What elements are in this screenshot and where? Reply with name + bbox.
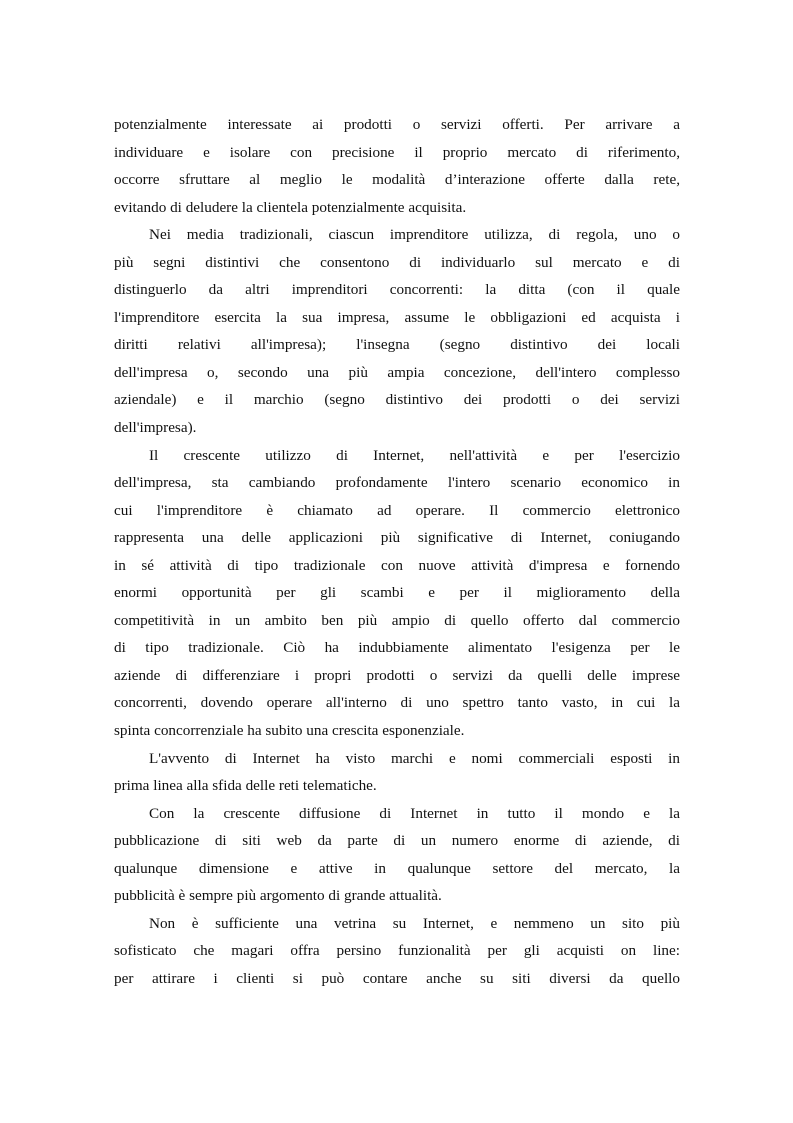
text-line: spinta concorrenziale ha subito una crescita esponenziale.	[114, 722, 465, 740]
text-line: dell'impresa).	[114, 419, 197, 437]
text-line: in sé attività di tipo tradizionale con nuove attività d'impresa e fornendo	[114, 556, 680, 574]
text-line: competitività in un ambito ben più ampio di quello offerto dal commercio	[114, 611, 680, 629]
text-line: dell'impresa, sta cambiando profondamente l'intero scenario economico in	[114, 474, 680, 492]
text-line: Nei media tradizionali, ciascun imprenditore utilizza, di regola, uno o	[149, 226, 680, 244]
text-line: enormi opportunità per gli scambi e per il miglioramento della	[114, 584, 680, 602]
text-line: qualunque dimensione e attive in qualunque settore del mercato, la	[114, 859, 680, 877]
text-line: distinguerlo da altri imprenditori concorrenti: la ditta (con il quale	[114, 281, 680, 299]
body-text	[114, 111, 680, 993]
text-line: Il crescente utilizzo di Internet, nell'attività e per l'esercizio	[149, 446, 680, 464]
text-line: dell'impresa o, secondo una più ampia concezione, dell'intero complesso	[114, 363, 680, 381]
text-line: potenzialmente interessate ai prodotti o servizi offerti. Per arrivare a	[114, 116, 680, 133]
text-line: per attirare i clienti si può contare anche su siti diversi da quello	[114, 969, 680, 987]
text-line: rappresenta una delle applicazioni più significative di Internet, coniugando	[114, 529, 680, 547]
text-line: occorre sfruttare al meglio le modalità d’interazione offerte dalla rete,	[114, 171, 680, 189]
text-line: diritti relativi all'impresa); l'insegna (segno distintivo dei locali	[114, 336, 680, 354]
text-line: l'imprenditore esercita la sua impresa, assume le obbligazioni ed acquista i	[114, 308, 680, 326]
text-line: aziendale) e il marchio (segno distintivo dei prodotti o dei servizi	[114, 391, 680, 409]
text-line: cui l'imprenditore è chiamato ad operare. Il commercio elettronico	[114, 501, 680, 519]
text-line: pubblicità è sempre più argomento di grande attualità.	[114, 887, 442, 905]
text-line: pubblicazione di siti web da parte di un numero enorme di aziende, di	[114, 832, 680, 850]
text-line: Non è sufficiente una vetrina su Internet, e nemmeno un sito più	[149, 914, 680, 932]
text-line: aziende di differenziare i propri prodotti o servizi da quelli delle imprese	[114, 666, 680, 684]
text-line: Con la crescente diffusione di Internet in tutto il mondo e la	[149, 804, 680, 822]
text-line: prima linea alla sfida delle reti telematiche.	[114, 777, 377, 795]
text-line: evitando di deludere la clientela potenzialmente acquisita.	[114, 198, 467, 216]
text-line: di tipo tradizionale. Ciò ha indubbiamente alimentato l'esigenza per le	[114, 639, 680, 657]
text-line: L'avvento di Internet ha visto marchi e nomi commerciali esposti in	[149, 749, 680, 767]
text-line: concorrenti, dovendo operare all'interno di uno spettro tanto vasto, in cui la	[114, 694, 680, 712]
text-line: più segni distintivi che consentono di individuarlo sul mercato e di	[114, 253, 680, 271]
text-line: individuare e isolare con precisione il proprio mercato di riferimento,	[114, 143, 680, 161]
text-line: sofisticato che magari offra persino funzionalità per gli acquisti on line:	[114, 942, 680, 960]
